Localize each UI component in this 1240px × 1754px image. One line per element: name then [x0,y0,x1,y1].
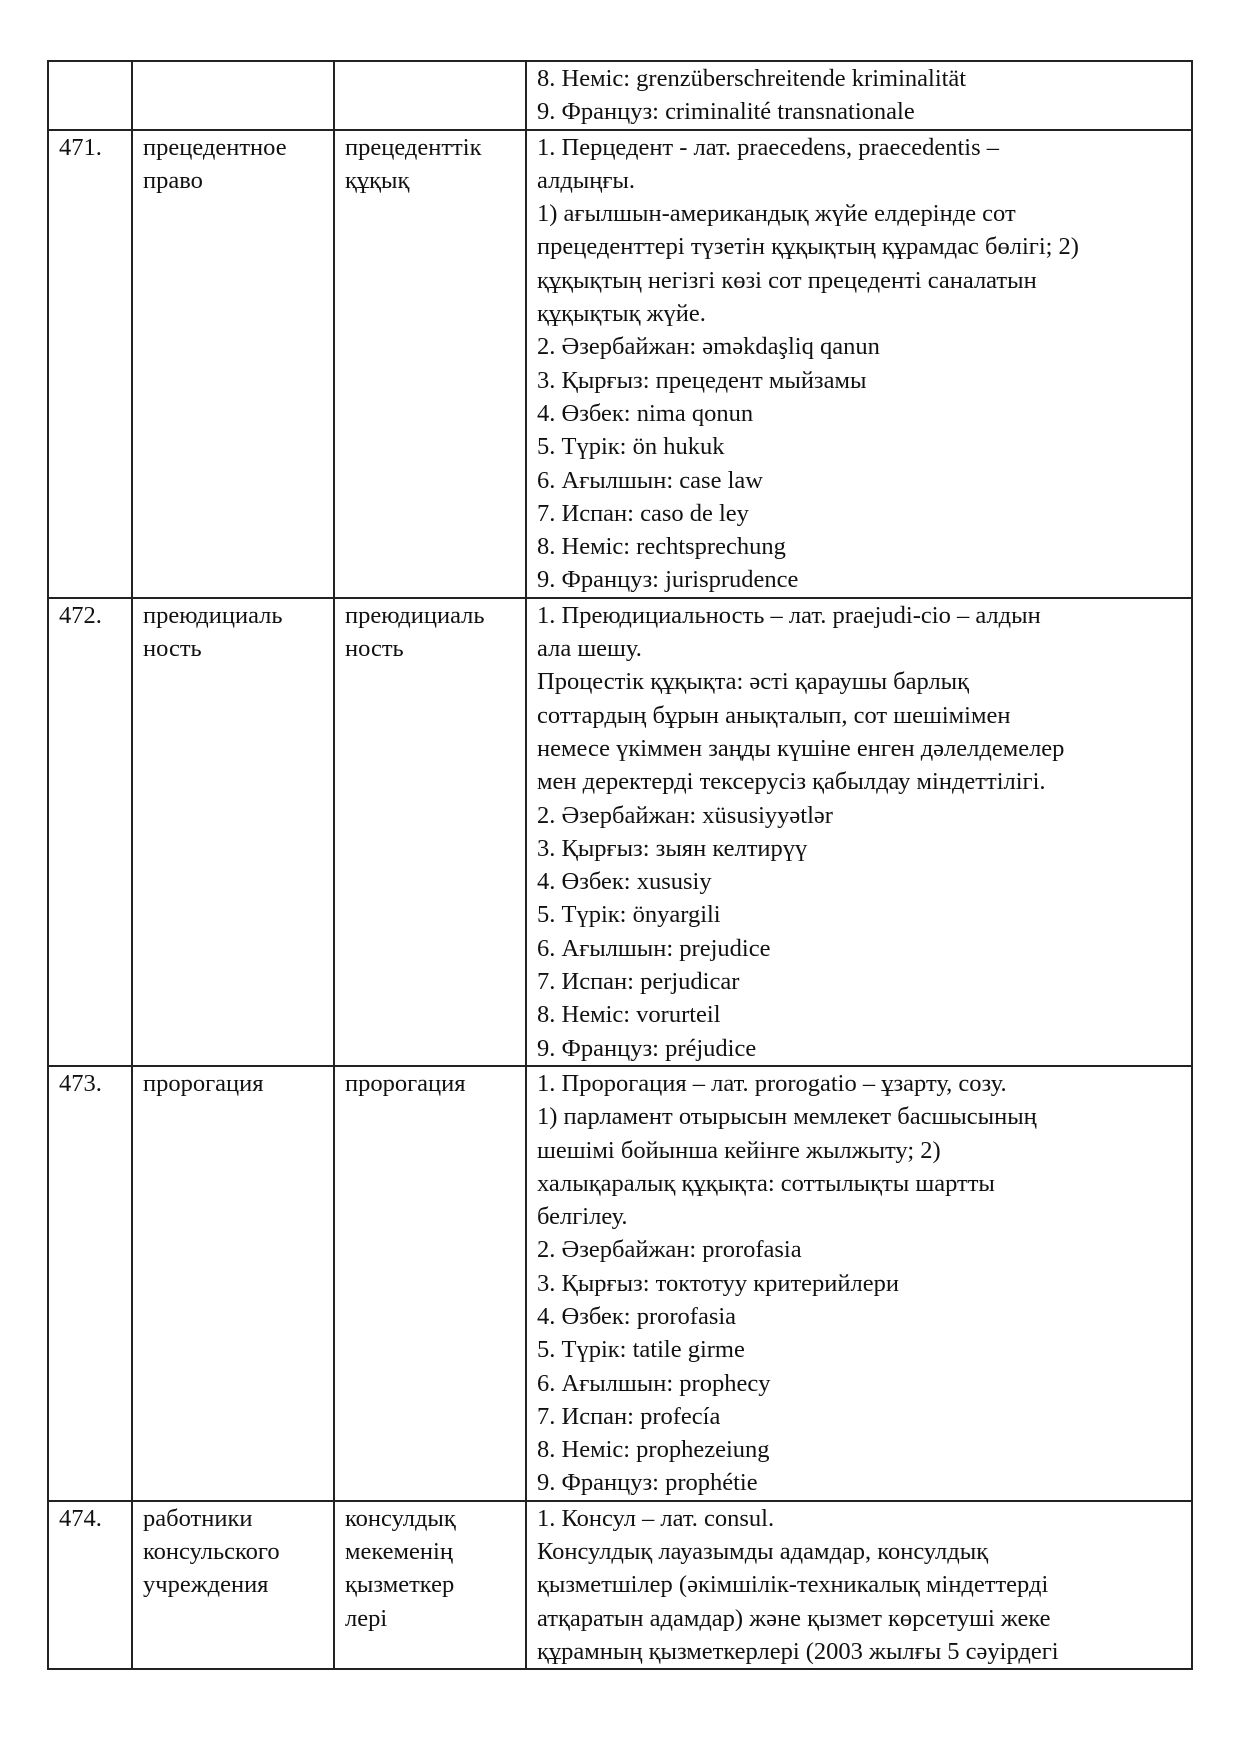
term-russian-line: прецедентное [143,133,287,161]
term-russian [132,130,334,598]
term-definition-line: 8. Неміс: prophezeiung [537,1436,770,1464]
table-row [48,598,1192,1066]
term-kazakh-line: пророгация [345,1069,466,1097]
term-definition-line: 1) парламент отырысын мемлекет басшысының [537,1103,1037,1131]
term-definition-line: 8. Неміс: rechtsprechung [537,533,786,561]
entry-number [48,1066,132,1501]
term-definition-line: құқықтық жүйе. [537,300,706,328]
term-russian [132,598,334,1066]
term-russian-line: преюдициаль [143,601,283,629]
term-definition-line: халықаралық құқықта: соттылықты шартты [537,1169,995,1197]
term-definition-line: шешімі бойынша кейінге жылжыту; 2) [537,1136,941,1164]
term-definition-line: 4. Өзбек: prorofasia [537,1302,737,1330]
term-definition-line: 9. Француз: préjudice [537,1034,757,1062]
term-russian-line: ность [143,635,202,663]
term-definition-line: 6. Ағылшын: prophecy [537,1369,771,1397]
term-definition-line: 9. Француз: criminalité transnationale [537,98,915,126]
term-definition-line: құқықтың негізгі көзі сот прецеденті саналатын [537,266,1037,294]
term-definition-line: 1) ағылшын-американдық жүйе елдерінде сот [537,200,1016,228]
term-definition-line: мен деректерді тексерусіз қабылдау міндеттілігі. [537,768,1046,796]
term-definition-line: 3. Қырғыз: токтотуу критерийлери [537,1269,899,1297]
table-row [48,61,1192,130]
term-russian-line: работники [143,1504,253,1532]
term-kazakh [334,130,526,598]
glossary-table [47,60,1193,1670]
term-definition-line: Консулдық лауазымды адамдар, консулдық [537,1538,989,1566]
term-russian-line: право [143,166,203,194]
entry-number [48,1501,132,1669]
entry-number-text: 472. [59,601,102,629]
term-kazakh [334,61,526,130]
term-russian [132,61,334,130]
term-definition-line: немесе үкіммен заңды күшіне енген дəлелдемелер [537,734,1065,762]
entry-number [48,61,132,130]
term-definition-line: 4. Өзбек: nima qonun [537,399,754,427]
term-kazakh [334,1066,526,1501]
term-definition-line: атқаратын адамдар) жəне қызмет көрсетуші жеке [537,1604,1051,1632]
term-definition [526,130,1192,598]
entry-number-text: 474. [59,1504,102,1532]
term-definition-line: 6. Ағылшын: case law [537,466,763,494]
term-definition-line: 6. Ағылшын: prejudice [537,934,771,962]
term-definition-line: 7. Испан: profecía [537,1402,721,1430]
term-russian-line: консульского [143,1538,280,1566]
term-definition-line: 2. Әзербайжан: prorofasia [537,1236,802,1264]
term-russian-line: пророгация [143,1069,264,1097]
term-kazakh [334,1501,526,1669]
term-definition [526,61,1192,130]
entry-number-text: 473. [59,1069,102,1097]
term-russian-line: учреждения [143,1571,269,1599]
table-row [48,1501,1192,1669]
term-kazakh [334,598,526,1066]
term-kazakh-line: консулдық [345,1504,456,1532]
term-definition-line: алдыңғы. [537,166,635,194]
term-russian [132,1501,334,1669]
term-russian [132,1066,334,1501]
term-kazakh-line: преюдициаль [345,601,485,629]
entry-number-text: 471. [59,133,102,161]
term-definition-line: 1. Перцедент - лат. praecedens, praecedentis – [537,133,999,161]
table-row [48,1066,1192,1501]
term-definition-line: соттардың бұрын анықталып, сот шешімімен [537,701,1011,729]
term-definition-line: 1. Преюдициальность – лат. praejudi-cio – алдын [537,601,1041,629]
term-kazakh-line: қызметкер [345,1571,455,1599]
term-definition-line: 2. Әзербайжан: xüsusiyyətlər [537,801,833,829]
term-definition-line: прецеденттері түзетін құқықтың құрамдас бөлігі; 2) [537,233,1079,261]
term-kazakh-line: лері [345,1604,388,1632]
term-definition-line: Процестік құқықта: əсті қараушы барлық [537,668,970,696]
term-definition-line: 3. Қырғыз: зыян келтирүү [537,834,808,862]
term-definition-line: ала шешу. [537,635,642,663]
term-definition-line: 9. Француз: jurisprudence [537,566,799,594]
term-definition-line: 2. Әзербайжан: əməkdaşliq qanun [537,333,880,361]
term-definition-line: 5. Түрік: önyargili [537,901,721,929]
table-row [48,130,1192,598]
term-kazakh-line: ность [345,635,404,663]
entry-number [48,130,132,598]
glossary-table-body [48,61,1192,1669]
term-kazakh-line: мекеменің [345,1538,453,1566]
term-definition-line: 8. Неміс: grenzüberschreitende kriminalität [537,65,967,92]
term-definition-line: 7. Испан: caso de ley [537,499,749,527]
term-kazakh-line: прецеденттік [345,133,482,161]
entry-number [48,598,132,1066]
term-definition-line: 5. Түрік: tatile girme [537,1336,745,1364]
term-definition-line: 3. Қырғыз: прецедент мыйзамы [537,366,867,394]
term-definition-line: 9. Француз: prophétie [537,1469,758,1497]
term-definition-line: 4. Өзбек: xususiy [537,868,712,896]
term-definition-line: 1. Пророгация – лат. prorogatio – ұзарту, созу. [537,1069,1007,1097]
term-definition-line: 7. Испан: perjudicar [537,968,740,996]
term-definition-line: құрамның қызметкерлері (2003 жылғы 5 сəуірдегі [537,1637,1059,1665]
term-kazakh-line: құқық [345,166,410,194]
term-definition [526,1501,1192,1669]
term-definition-line: қызметшілер (əкімшілік-техникалық міндеттерді [537,1571,1049,1599]
term-definition [526,1066,1192,1501]
term-definition-line: 8. Неміс: vorurteil [537,1001,721,1029]
term-definition-line: белгілеу. [537,1203,628,1231]
term-definition [526,598,1192,1066]
term-definition-line: 1. Консул – лат. consul. [537,1504,775,1532]
term-definition-line: 5. Түрік: ön hukuk [537,433,725,461]
